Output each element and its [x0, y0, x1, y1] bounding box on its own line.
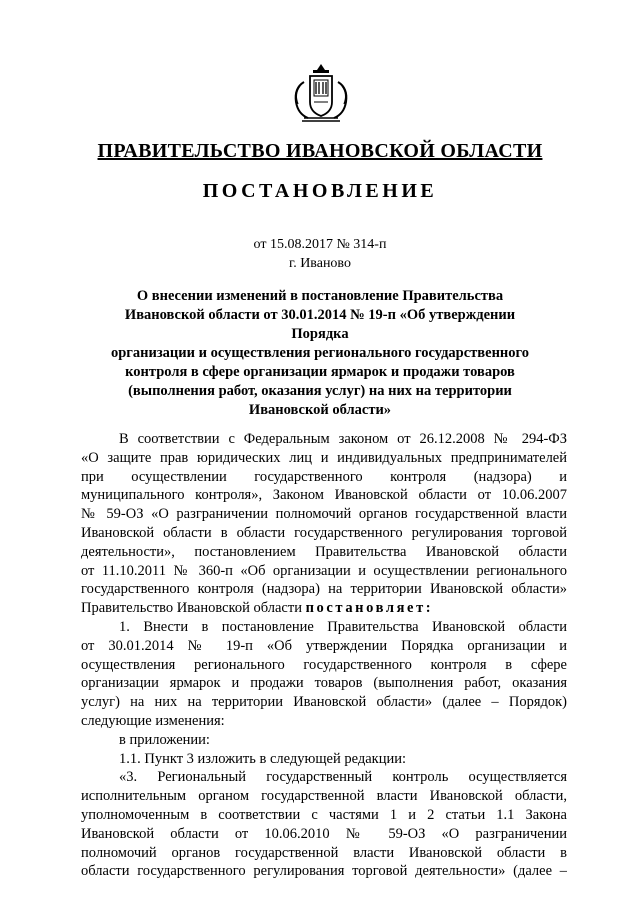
subject-line: (выполнения работ, оказания услуг) на них на территории — [128, 383, 512, 399]
body-line: 1.1. Пункт 3 изложить в следующей редакции: — [119, 750, 407, 767]
body-line — [81, 599, 567, 618]
body-line: Ивановской области в области государственного регулирования торговой — [81, 524, 567, 541]
body-line: № 59-ОЗ «О разграничении полномочий органов государственной власти — [81, 506, 567, 523]
decree-date-number: от 15.08.2017 № 314-п — [253, 237, 387, 252]
body-line: уполномоченным в соответствии с частями 1 и 2 статьи 1.1 Закона — [81, 806, 567, 823]
body-line: следующие изменения: — [81, 712, 225, 729]
body-line: полномочий органов государственной власти Ивановской области в — [81, 844, 567, 861]
subject-line: Ивановской области от 30.01.2014 № 19-п «Об утверждении Порядка — [124, 307, 516, 342]
body-line: «О защите прав юридических лиц и индивидуальных предпринимателей — [81, 449, 567, 466]
resolution-lead: Правительство Ивановской области — [81, 600, 306, 617]
decree-body — [81, 430, 567, 881]
coat-of-arms-emblem — [292, 62, 350, 124]
body-line: 1. Внести в постановление Правительства Ивановской области — [119, 618, 567, 635]
body-line: осуществления регионального государственного контроля в сфере — [81, 656, 567, 673]
body-line: государственного контроля (надзора) на территории Ивановской области» — [81, 581, 567, 598]
body-line: Ивановской области от 10.06.2010 № 59-ОЗ «О разграничении — [81, 825, 567, 842]
body-line: при осуществлении государственного контроля (надзора) и — [81, 468, 567, 485]
subject-line: Ивановской области» — [248, 402, 392, 418]
resolution-keyword: постановляет: — [305, 600, 434, 617]
subject-line: контроля в сфере организации ярмарок и продажи товаров — [125, 364, 515, 380]
body-line: «3. Региональный государственный контроль осуществляется — [119, 769, 567, 786]
body-line: организации ярмарок и продажи товаров (выполнения работ, оказания — [81, 675, 567, 692]
decree-subject — [100, 287, 540, 420]
decree-title: ПОСТАНОВЛЕНИЕ — [202, 180, 438, 202]
government-title: ПРАВИТЕЛЬСТВО ИВАНОВСКОЙ ОБЛАСТИ — [97, 140, 543, 162]
body-line: от 11.10.2011 № 360-п «Об организации и осуществлении регионального — [81, 562, 567, 579]
body-line: услуг) на них на территории Ивановской области» (далее – Порядок) — [81, 694, 567, 711]
body-line: деятельности», постановлением Правительства Ивановской области — [81, 543, 567, 560]
body-line: исполнительным органом государственной власти Ивановской области, — [81, 788, 567, 805]
body-line: от 30.01.2014 № 19-п «Об утверждении Порядка организации и — [81, 637, 567, 654]
subject-line: организации и осуществления регионального государственного — [110, 345, 530, 361]
body-line: В соответствии с Федеральным законом от 26.12.2008 № 294-ФЗ — [119, 431, 567, 447]
body-line: области государственного регулирования торговой деятельности» (далее – — [81, 863, 567, 880]
decree-city: г. Иваново — [289, 256, 351, 271]
subject-line: О внесении изменений в постановление Правительства — [136, 288, 504, 304]
body-line: муниципального контроля», Законом Ивановской области от 10.06.2007 — [81, 487, 567, 504]
body-line: в приложении: — [119, 731, 210, 748]
